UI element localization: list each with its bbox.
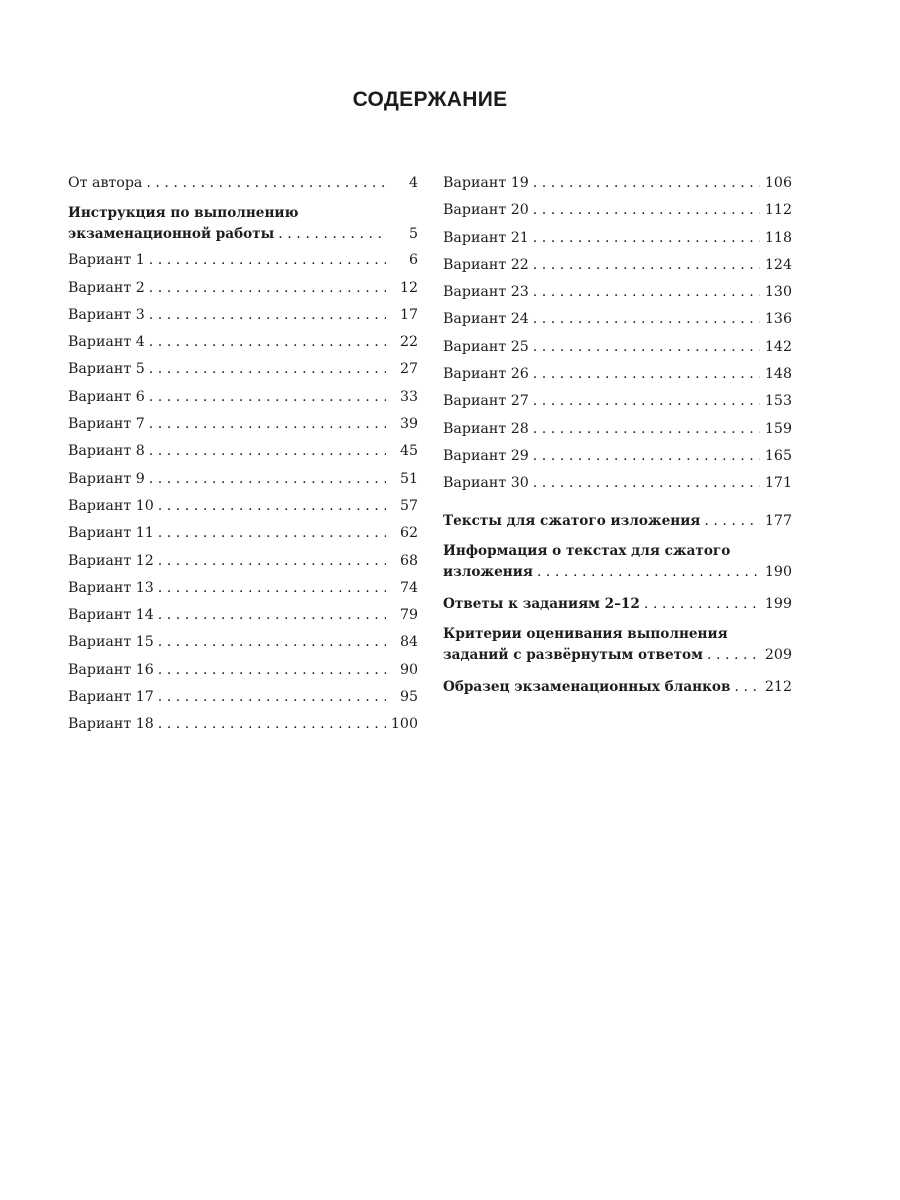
toc-entry-page: 68	[399, 552, 418, 569]
toc-entry-label: Вариант 30	[443, 475, 529, 492]
toc-entry-page: 136	[764, 311, 792, 328]
toc-entry-variant[interactable]	[443, 334, 792, 361]
toc-entry-label: Тексты для сжатого изложения	[443, 512, 701, 529]
dot-leader	[533, 361, 760, 388]
dot-leader	[158, 657, 386, 684]
toc-entry-label: Вариант 17	[68, 689, 154, 706]
toc-right-column	[443, 170, 792, 701]
toc-entry-variant[interactable]	[443, 443, 792, 470]
dot-leader	[533, 443, 760, 470]
toc-left-column	[68, 170, 418, 739]
toc-entry-variant[interactable]	[68, 466, 418, 493]
toc-entry-label: Вариант 24	[443, 311, 529, 328]
dot-leader	[533, 279, 760, 306]
dot-leader	[158, 520, 386, 547]
toc-entry-page: 112	[764, 202, 792, 219]
toc-entry-page: 22	[399, 334, 418, 351]
toc-entry-page: 106	[764, 175, 792, 191]
toc-entry-page: 6	[408, 252, 418, 269]
toc-entry-label: Ответы к заданиям 2–12	[443, 595, 640, 612]
toc-entry-label-line1: Критерии оценивания выполнения	[443, 626, 728, 643]
toc-entry-label: Вариант 1	[68, 252, 145, 269]
toc-entry-label: Вариант 6	[68, 388, 145, 405]
toc-entry-variant[interactable]	[443, 470, 792, 497]
toc-entry-page: 90	[399, 661, 418, 678]
toc-entry-variant[interactable]	[68, 575, 418, 602]
dot-leader	[644, 591, 760, 618]
dot-leader	[533, 334, 760, 361]
dot-leader	[533, 197, 760, 224]
toc-variant-list-left	[68, 247, 418, 738]
toc-entry-label: Вариант 3	[68, 306, 145, 323]
dot-leader	[537, 561, 760, 583]
dot-leader	[533, 470, 760, 497]
toc-entry-variant[interactable]	[68, 548, 418, 575]
toc-entry-variant[interactable]	[68, 302, 418, 329]
toc-entry-label: Вариант 9	[68, 470, 145, 487]
toc-entry-label: Вариант 23	[443, 284, 529, 301]
toc-entry-variant[interactable]	[443, 361, 792, 388]
toc-entry-page: 212	[764, 679, 792, 696]
toc-entry-variant[interactable]	[443, 388, 792, 415]
toc-entry-page: 74	[399, 579, 418, 596]
dot-leader	[149, 384, 386, 411]
dot-leader	[704, 508, 760, 535]
toc-entry-variant[interactable]	[443, 306, 792, 333]
toc-entry-label: Вариант 5	[68, 361, 145, 378]
dot-leader	[533, 416, 760, 443]
toc-entry-texts[interactable]	[443, 508, 792, 535]
toc-entry-label: Вариант 26	[443, 366, 529, 383]
toc-entry-variant[interactable]	[68, 438, 418, 465]
toc-entry-page: 79	[399, 607, 418, 624]
toc-entry-page: 124	[764, 256, 792, 273]
toc-entry-variant[interactable]	[443, 197, 792, 224]
toc-entry-variant[interactable]	[443, 225, 792, 252]
toc-entry-variant[interactable]	[68, 356, 418, 383]
toc-entry-page: 118	[764, 229, 792, 246]
toc-entry-variant[interactable]	[443, 279, 792, 306]
toc-entry-page: 5	[408, 226, 418, 243]
dot-leader	[149, 356, 386, 383]
toc-entry-label: Вариант 19	[443, 175, 529, 191]
toc-entry-label-line1: Инструкция по выполнению	[68, 205, 299, 222]
toc-entry-variant[interactable]	[443, 252, 792, 279]
toc-entry-variant[interactable]	[68, 520, 418, 547]
dot-leader	[533, 252, 760, 279]
toc-entry-variant[interactable]	[68, 329, 418, 356]
toc-entry-label: Вариант 13	[68, 579, 154, 596]
toc-entry-page: 209	[764, 647, 792, 664]
toc-entry-label: Вариант 15	[68, 634, 154, 651]
toc-entry-variant[interactable]	[443, 416, 792, 443]
dot-leader	[707, 644, 760, 666]
toc-entry-variant[interactable]	[68, 247, 418, 274]
dot-leader	[146, 170, 386, 197]
toc-entry-label: Вариант 2	[68, 279, 145, 296]
toc-entry-page: 171	[764, 475, 792, 492]
toc-entry-label-line2: экзаменационной работы	[68, 226, 275, 243]
toc-entry-intro[interactable]	[68, 170, 418, 197]
toc-entry-page: 57	[399, 497, 418, 514]
toc-entry-page: 130	[764, 284, 792, 301]
toc-entry-sample[interactable]	[443, 674, 792, 701]
toc-entry-instruction[interactable]	[68, 203, 418, 245]
dot-leader	[149, 247, 386, 274]
toc-entry-label: Вариант 11	[68, 525, 154, 542]
page-title: СОДЕРЖАНИЕ	[352, 88, 508, 111]
toc-entry-variant[interactable]	[68, 493, 418, 520]
toc-entry-page: 84	[399, 634, 418, 651]
toc-entry-label-line2: заданий с развёрнутым ответом	[443, 647, 703, 664]
toc-entry-page: 153	[764, 393, 792, 410]
dot-leader	[149, 466, 386, 493]
toc-entry-label: Вариант 29	[443, 447, 529, 464]
toc-entry-variant[interactable]	[68, 711, 418, 738]
toc-entry-page: 62	[399, 525, 418, 542]
toc-entry-page: 45	[399, 443, 418, 460]
toc-entry-variant[interactable]	[443, 170, 792, 197]
dot-leader	[149, 302, 386, 329]
toc-entry-label: Вариант 16	[68, 661, 154, 678]
toc-entry-page: 148	[764, 366, 792, 383]
toc-entry-label: Вариант 8	[68, 443, 145, 460]
dot-leader	[158, 575, 386, 602]
toc-entry-label: Вариант 14	[68, 607, 154, 624]
toc-entry-label: Вариант 4	[68, 334, 145, 351]
toc-entry-label: От автора	[68, 175, 143, 191]
toc-entry-variant[interactable]	[68, 384, 418, 411]
dot-leader	[533, 170, 760, 197]
toc-entry-variant[interactable]	[68, 411, 418, 438]
toc-entry-label: Вариант 27	[443, 393, 529, 410]
toc-entry-page: 159	[764, 420, 792, 437]
toc-entry-page: 33	[399, 388, 418, 405]
dot-leader	[149, 411, 386, 438]
toc-entry-answers[interactable]	[443, 591, 792, 618]
toc-entry-page: 4	[408, 175, 418, 191]
toc-entry-label: Вариант 22	[443, 256, 529, 273]
toc-entry-page: 190	[764, 563, 792, 580]
toc-entry-label-line2: изложения	[443, 563, 533, 580]
toc-entry-page: 100	[390, 716, 418, 733]
toc-entry-page: 27	[399, 361, 418, 378]
toc-entry-page: 142	[764, 338, 792, 355]
toc-entry-page: 95	[399, 689, 418, 706]
dot-leader	[533, 388, 760, 415]
toc-entry-page: 177	[764, 512, 792, 529]
toc-entry-variant[interactable]	[68, 629, 418, 656]
dot-leader	[158, 548, 386, 575]
toc-entry-page: 12	[399, 279, 418, 296]
toc-entry-variant[interactable]	[68, 684, 418, 711]
toc-entry-page: 17	[399, 306, 418, 323]
dot-leader	[149, 275, 386, 302]
toc-variant-list-right	[443, 170, 792, 498]
dot-leader	[158, 711, 386, 738]
toc-entry-label: Вариант 18	[68, 716, 154, 733]
toc-entry-info[interactable]	[443, 541, 792, 583]
toc-entry-label: Вариант 28	[443, 420, 529, 437]
toc-entry-criteria[interactable]	[443, 624, 792, 666]
dot-leader	[734, 674, 760, 701]
dot-leader	[533, 306, 760, 333]
toc-entry-label: Вариант 10	[68, 497, 154, 514]
toc-entry-variant[interactable]	[68, 275, 418, 302]
toc-entry-label: Вариант 21	[443, 229, 529, 246]
toc-entry-label: Вариант 7	[68, 416, 145, 433]
toc-entry-label: Вариант 12	[68, 552, 154, 569]
toc-entry-label-line1: Информация о текстах для сжатого	[443, 542, 731, 559]
toc-entry-label: Вариант 20	[443, 202, 529, 219]
dot-leader	[158, 684, 386, 711]
toc-entry-label: Образец экзаменационных бланков	[443, 679, 731, 696]
toc-entry-page: 51	[399, 470, 418, 487]
dot-leader	[533, 225, 760, 252]
dot-leader	[158, 629, 386, 656]
dot-leader	[278, 223, 386, 245]
toc-entry-page: 165	[764, 447, 792, 464]
dot-leader	[158, 602, 386, 629]
toc-entry-variant[interactable]	[68, 602, 418, 629]
toc-entry-variant[interactable]	[68, 657, 418, 684]
toc-entry-page: 39	[399, 416, 418, 433]
dot-leader	[149, 438, 386, 465]
toc-entry-label: Вариант 25	[443, 338, 529, 355]
toc-entry-page: 199	[764, 595, 792, 612]
dot-leader	[158, 493, 386, 520]
dot-leader	[149, 329, 386, 356]
